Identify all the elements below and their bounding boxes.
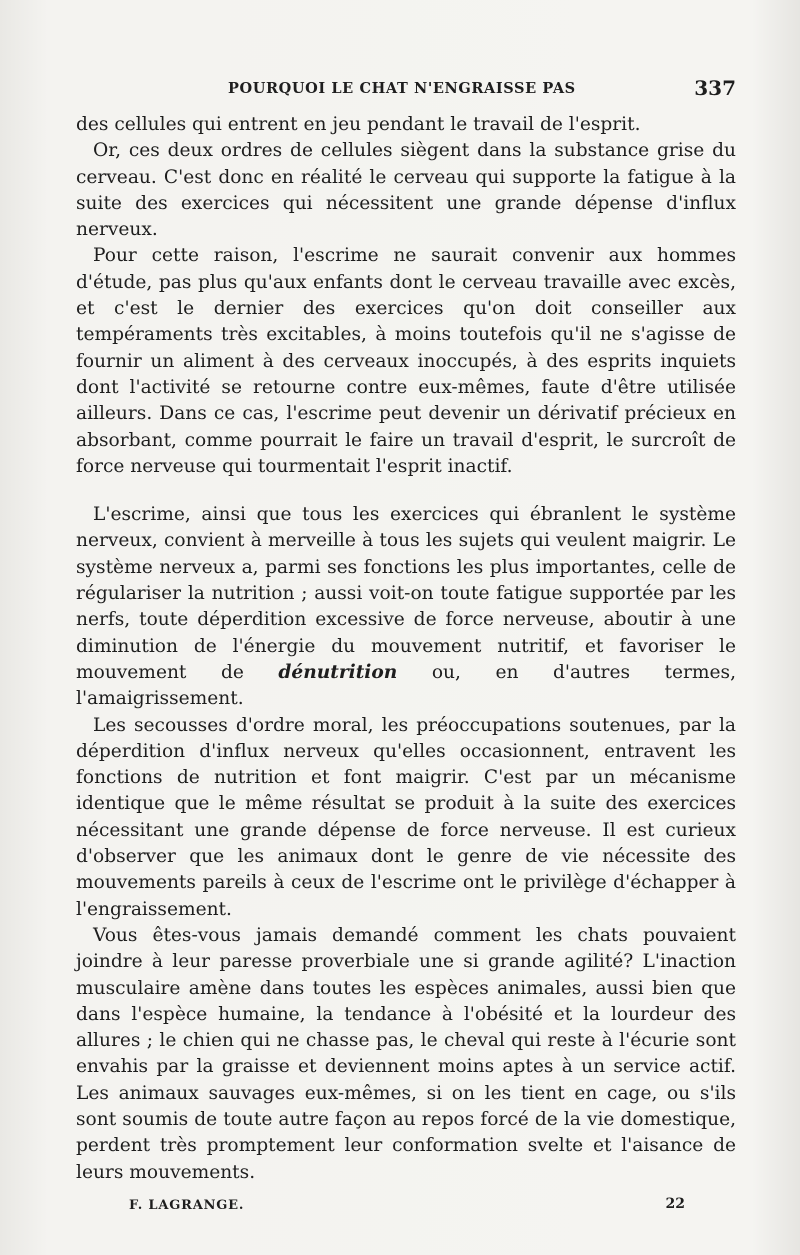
paragraph-cellules: Or, ces deux ordres de cellules siègent dans la substance grise du cerveau. C'est donc en réalité le cerveau qui supporte la fatigue à la suite des exercices qui nécessitent une grande dépense d'influx nerveux. [76, 140, 736, 241]
paragraph-continuation: des cellules qui entrent en jeu pendant le travail de l'esprit. [76, 114, 641, 135]
paragraph-text-after: ou, en d'autres termes, l'amaigrissement. [76, 661, 736, 710]
running-title: POURQUOI LE CHAT N'ENGRAISSE PAS [228, 80, 576, 97]
paragraph-text-before: L'escrime, ainsi que tous les exercices qui ébranlent le système nerveux, convient à merveille à tous les sujets qui veulent maigrir. Le système nerveux a, parmi ses fonctions les plus importantes, celle de régulariser la nutrition ; aussi voit-on toute fatigue supportée par les nerfs, toute déperdition excessive de force nerveuse, aboutir à une diminution de l'énergie du mouvement nutritif, et favoriser le mouvement de [76, 504, 736, 683]
page-header [76, 76, 736, 104]
paragraph-chats: Vous êtes-vous jamais demandé comment les chats pouvaient joindre à leur paresse proverbiale une si grande agilité? L'inaction musculaire amène dans toutes les espèces animales, aussi bien que dans l'espèce humaine, la tendance à l'obésité et la lourdeur des allures ; le chien qui ne chasse pas, le cheval qui reste à l'écurie sont envahis par la graisse et deviennent moins aptes à un service actif. Les animaux sauvages eux-mêmes, si on les tient en cage, ou s'ils sont soumis de toute autre façon au repos forcé de la vie domestique, perdent très promptement leur conformation svelte et l'aisance de leurs mouvements. [76, 924, 736, 1183]
paragraph-escrime-etude: Pour cette raison, l'escrime ne saurait convenir aux hommes d'étude, pas plus qu'aux enfants dont le cerveau travaille avec excès, et c'est le dernier des exercices qu'on doit conseiller aux tempéraments très excitables, à moins toutefois qu'il ne s'agisse de fournir un aliment à des cerveaux inoccupés, à des esprits inquiets dont l'activité se retourne contre eux-mêmes, faute d'être utilisée ailleurs. Dans ce cas, l'escrime peut devenir un dérivatif précieux en absorbant, comme pourrait le faire un travail d'esprit, le surcroît de force nerveuse qui tourmentait l'esprit inactif. [76, 245, 736, 477]
paragraph-systeme-nerveux [76, 502, 736, 712]
page-footer [129, 1196, 685, 1216]
page-number: 337 [694, 76, 736, 100]
paragraph-secousses: Les secousses d'ordre moral, les préoccupations soutenues, par la déperdition d'influx nerveux qu'elles occasionnent, entravent les fonctions de nutrition et font maigrir. C'est par un mécanisme identique que le même résultat se produit à la suite des exercices nécessitant une grande dépense de force nerveuse. Il est curieux d'observer que les animaux dont le genre de vie nécessite des mouvements pareils à ceux de l'escrime ont le privilège d'échapper à l'engraissement. [76, 714, 736, 920]
sheet-number: 22 [665, 1196, 685, 1212]
author-signature: F. LAGRANGE. [129, 1198, 245, 1213]
body-text [76, 112, 736, 1186]
emphasis-denutrition: dénutrition [278, 661, 398, 683]
